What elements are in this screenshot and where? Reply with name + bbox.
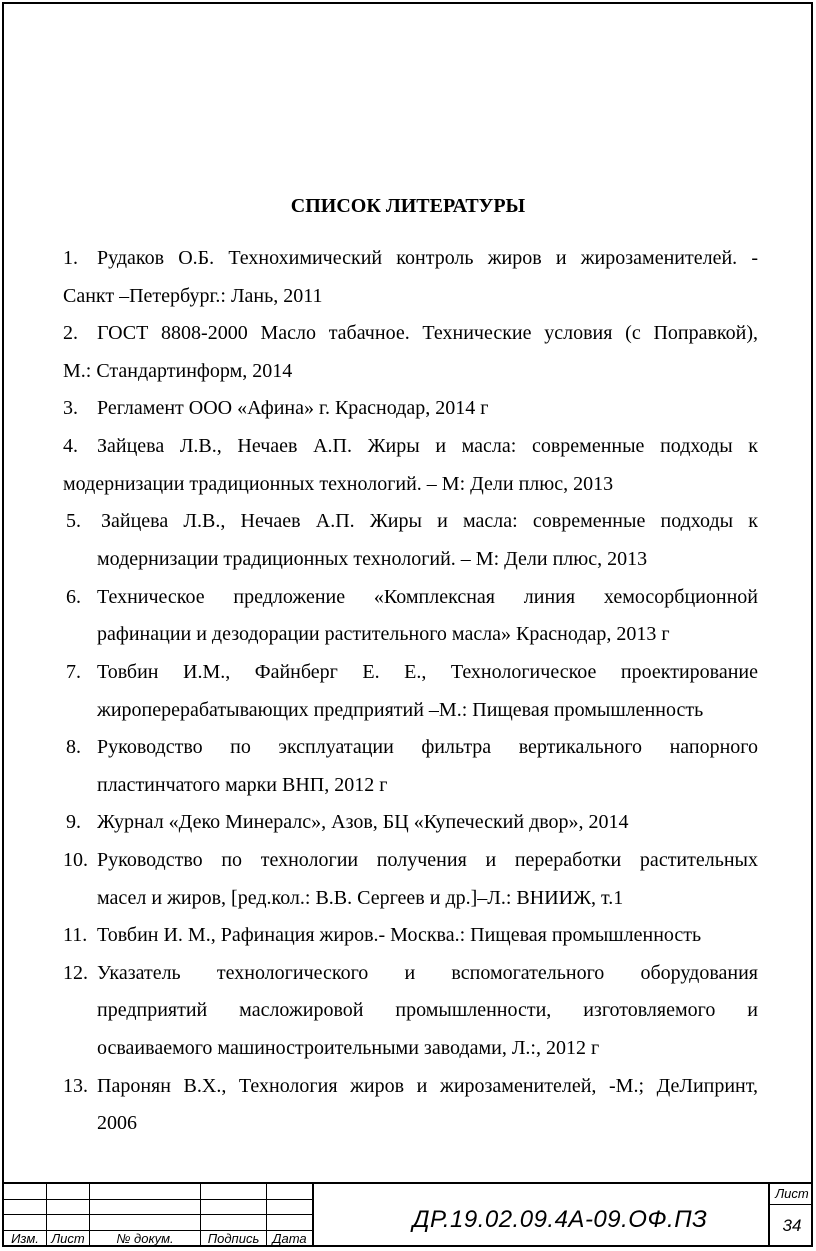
reference-number: 1. (63, 247, 78, 269)
reference-number: 3. (63, 397, 78, 419)
reference-line: Рудаков О.Б. Технохимический контроль жиров и жирозаменителей. - (97, 247, 758, 269)
reference-number: 13. (63, 1075, 88, 1097)
reference-line: Журнал «Деко Минералс», Азов, БЦ «Купеческий двор», 2014 (97, 811, 629, 833)
sheet-label: Лист (775, 1186, 809, 1201)
stamp-col-line (312, 1182, 314, 1247)
reference-line: осваиваемого машиностроительными заводами, Л.:, 2012 г (97, 1037, 600, 1059)
stamp-label-sheet: Лист (51, 1231, 85, 1246)
reference-line: Зайцева Л.В., Нечаев А.П. Жиры и масла: современные подходы к (101, 510, 758, 532)
reference-number: 12. (63, 962, 88, 984)
reference-number: 7. (66, 661, 81, 683)
page-title: СПИСОК ЛИТЕРАТУРЫ (290, 195, 526, 217)
reference-line: жироперерабатывающих предприятий –М.: Пищевая промышленность (97, 699, 704, 721)
stamp-label-change: Изм. (11, 1231, 39, 1246)
reference-number: 6. (66, 586, 81, 608)
reference-line: Санкт –Петербург.: Лань, 2011 (63, 285, 323, 307)
reference-line: предприятий масложировой промышленности, изготовляемого и (97, 999, 758, 1021)
reference-number: 9. (66, 811, 81, 833)
sheet-number: 34 (782, 1216, 802, 1235)
reference-line: 2006 (97, 1112, 137, 1134)
reference-line: Регламент ООО «Афина» г. Краснодар, 2014 г (97, 397, 489, 419)
reference-line: Руководство по эксплуатации фильтра вертикального напорного (97, 736, 758, 758)
stamp-label-date: Дата (272, 1231, 307, 1246)
reference-line: М.: Стандартинформ, 2014 (63, 360, 293, 382)
reference-number: 10. (63, 849, 88, 871)
document-code: ДР.19.02.09.4А-09.ОФ.ПЗ (412, 1206, 708, 1233)
reference-number: 8. (66, 736, 81, 758)
reference-line: масел и жиров, [ред.кол.: В.В. Сергеев и др.]–Л.: ВНИИЖ, т.1 (97, 887, 624, 909)
stamp-label-signature: Подпись (207, 1231, 260, 1246)
reference-number: 5. (66, 510, 81, 532)
reference-line: Руководство по технологии получения и переработки растительных (97, 849, 758, 871)
stamp-border-top (2, 1182, 813, 1184)
reference-line: ГОСТ 8808-2000 Масло табачное. Технические условия (с Поправкой), (97, 322, 758, 344)
reference-line: Паронян В.Х., Технология жиров и жирозаменителей, -М.; ДеЛипринт, (97, 1075, 758, 1097)
reference-line: Товбин И.М., Файнберг Е. Е., Технологическое проектирование (97, 661, 758, 683)
reference-line: Указатель технологического и вспомогательного оборудования (97, 962, 758, 984)
stamp-label-doc-number: № докум. (116, 1231, 174, 1246)
stamp-row-line (768, 1204, 813, 1205)
reference-number: 4. (63, 435, 78, 457)
reference-line: Техническое предложение «Комплексная линия хемосорбционной (97, 586, 758, 608)
reference-line: рафинации и дезодорации растительного масла» Краснодар, 2013 г (97, 623, 670, 645)
reference-line: модернизации традиционных технологий. – М: Дели плюс, 2013 (97, 548, 648, 570)
reference-line: Зайцева Л.В., Нечаев А.П. Жиры и масла: современные подходы к (97, 435, 758, 457)
reference-line: пластинчатого марки ВНП, 2012 г (97, 774, 388, 796)
reference-line: Товбин И. М., Рафинация жиров.- Москва.: Пищевая промышленность (97, 924, 702, 946)
reference-number: 11. (63, 924, 88, 946)
reference-number: 2. (63, 322, 78, 344)
reference-line: модернизации традиционных технологий. – М: Дели плюс, 2013 (63, 473, 614, 495)
